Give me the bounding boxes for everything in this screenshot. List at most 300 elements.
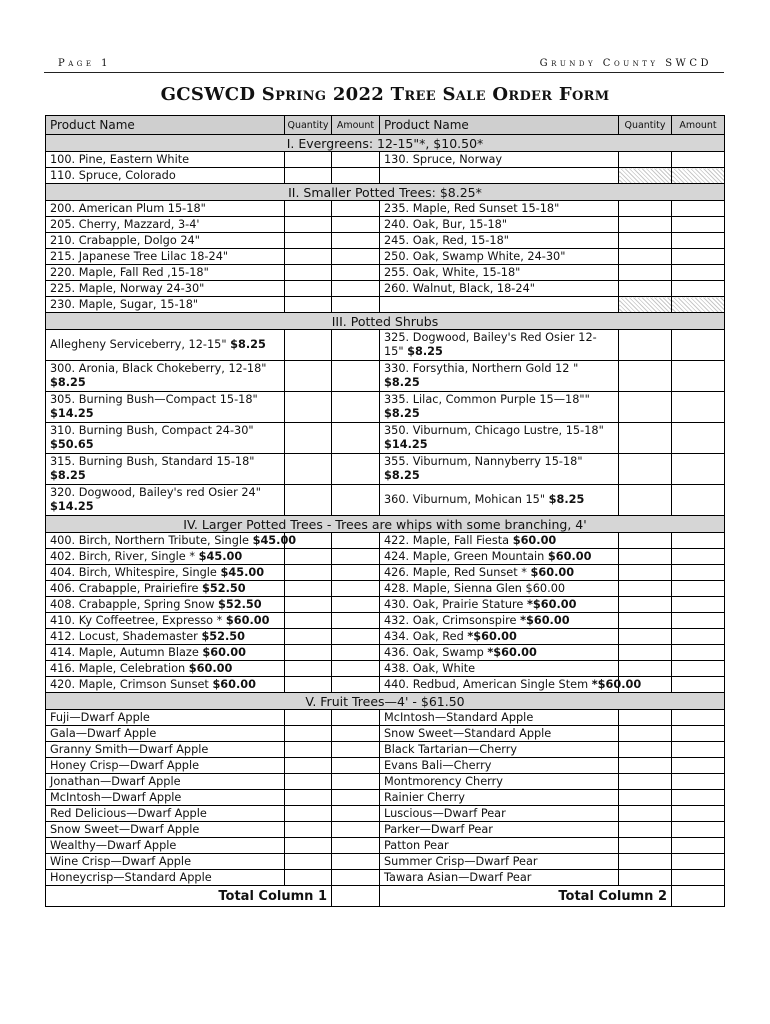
table-row — [46, 297, 725, 313]
amount-input — [672, 168, 725, 184]
product-name — [46, 645, 285, 661]
product-name — [46, 838, 285, 854]
quantity-input[interactable] — [285, 742, 332, 758]
amount-input[interactable] — [332, 201, 380, 217]
product-label: 245. Oak, Red, 15-18" — [384, 234, 509, 247]
product-name — [46, 870, 285, 886]
amount-input[interactable] — [332, 330, 380, 361]
quantity-input[interactable] — [619, 201, 672, 217]
table-row — [46, 838, 725, 854]
amount-input[interactable] — [672, 249, 725, 265]
product-price: *$60.00 — [487, 646, 537, 659]
quantity-input[interactable] — [619, 758, 672, 774]
product-price: *$60.00 — [526, 598, 577, 611]
product-price: $45.00 — [220, 566, 265, 579]
amount-input[interactable] — [672, 533, 725, 549]
amount-input[interactable] — [332, 742, 380, 758]
product-label: 215. Japanese Tree Lilac 18-24" — [50, 250, 229, 263]
product-name — [380, 549, 619, 565]
table-row — [46, 661, 725, 677]
product-label: Jonathan—Dwarf Apple — [50, 775, 181, 788]
quantity-input[interactable] — [285, 217, 332, 233]
product-label: Granny Smith—Dwarf Apple — [50, 743, 209, 756]
quantity-input[interactable] — [285, 454, 332, 485]
amount-input[interactable] — [672, 854, 725, 870]
table-row — [46, 726, 725, 742]
amount-input[interactable] — [672, 710, 725, 726]
product-label: 410. Ky Coffeetree, Expresso * — [50, 614, 223, 627]
product-name — [46, 152, 285, 168]
product-price: $8.25 — [548, 493, 585, 506]
product-label: 220. Maple, Fall Red ,15-18" — [50, 266, 209, 279]
amount-input[interactable] — [332, 485, 380, 516]
quantity-input[interactable] — [285, 758, 332, 774]
amount-input[interactable] — [332, 168, 380, 184]
product-name — [380, 217, 619, 233]
product-label: 412. Locust, Shademaster — [50, 630, 198, 643]
section-header-row — [46, 313, 725, 330]
product-label: 300. Aronia, Black Chokeberry, 12-18" — [50, 362, 267, 375]
quantity-input[interactable] — [619, 726, 672, 742]
quantity-input[interactable] — [619, 533, 672, 549]
product-label: Red Delicious—Dwarf Apple — [50, 807, 207, 820]
quantity-input[interactable] — [285, 790, 332, 806]
amount-input[interactable] — [672, 661, 725, 677]
table-row — [46, 281, 725, 297]
quantity-input[interactable] — [619, 790, 672, 806]
quantity-input[interactable] — [285, 854, 332, 870]
amount-input[interactable] — [672, 423, 725, 454]
product-name — [46, 581, 285, 597]
quantity-input[interactable] — [619, 423, 672, 454]
amount-input[interactable] — [332, 645, 380, 661]
table-row — [46, 201, 725, 217]
product-label: 440. Redbud, American Single Stem — [384, 678, 589, 691]
organization-name: Grundy County SWCD — [539, 58, 712, 69]
quantity-input[interactable] — [285, 613, 332, 629]
amount-input[interactable] — [332, 661, 380, 677]
quantity-input[interactable] — [285, 249, 332, 265]
quantity-input[interactable] — [619, 549, 672, 565]
quantity-input[interactable] — [619, 217, 672, 233]
section-title: I. Evergreens: 12-15"*, $10.50* — [46, 135, 725, 152]
product-name — [46, 629, 285, 645]
quantity-input[interactable] — [619, 629, 672, 645]
product-label: Patton Pear — [384, 839, 449, 852]
product-label: 420. Maple, Crimson Sunset — [50, 678, 209, 691]
section-title: III. Potted Shrubs — [46, 313, 725, 330]
quantity-input[interactable] — [285, 297, 332, 313]
product-label: 235. Maple, Red Sunset 15-18" — [384, 202, 560, 215]
table-row — [46, 581, 725, 597]
page-number: Page 1 — [58, 58, 112, 69]
product-name — [46, 297, 285, 313]
amount-input[interactable] — [672, 838, 725, 854]
product-name — [380, 661, 619, 677]
product-name — [46, 758, 285, 774]
quantity-input[interactable] — [285, 597, 332, 613]
amount-input[interactable] — [332, 710, 380, 726]
product-name — [380, 822, 619, 838]
table-row — [46, 790, 725, 806]
product-name — [46, 217, 285, 233]
total-column-1-label: Total Column 1 — [46, 886, 332, 907]
table-row — [46, 330, 725, 361]
amount-input[interactable] — [332, 870, 380, 886]
quantity-input[interactable] — [619, 565, 672, 581]
product-price: $52.50 — [202, 582, 246, 595]
product-price: $50.65 — [50, 438, 94, 451]
product-name — [46, 710, 285, 726]
product-name-header: Product Name — [46, 116, 285, 135]
product-label: 436. Oak, Swamp — [384, 646, 484, 659]
product-label: 408. Crabapple, Spring Snow — [50, 598, 215, 611]
product-price: $8.25 — [384, 376, 420, 389]
product-label: Fuji—Dwarf Apple — [50, 711, 150, 724]
amount-input[interactable] — [672, 726, 725, 742]
quantity-input[interactable] — [619, 597, 672, 613]
table-row — [46, 265, 725, 281]
product-price: $8.25 — [384, 407, 420, 420]
product-label: Honeycrisp—Standard Apple — [50, 871, 212, 884]
amount-input[interactable] — [332, 281, 380, 297]
product-name — [380, 758, 619, 774]
quantity-input[interactable] — [619, 806, 672, 822]
quantity-input[interactable] — [619, 265, 672, 281]
product-name — [46, 201, 285, 217]
quantity-input[interactable] — [285, 265, 332, 281]
quantity-input[interactable] — [285, 710, 332, 726]
quantity-input[interactable] — [285, 330, 332, 361]
table-row — [46, 645, 725, 661]
product-label: 335. Lilac, Common Purple 15—18"" — [384, 393, 590, 406]
section-header-row — [46, 516, 725, 533]
product-name — [46, 533, 297, 549]
amount-input[interactable] — [672, 392, 725, 423]
amount-input[interactable] — [332, 249, 380, 265]
amount-input[interactable] — [672, 613, 725, 629]
order-form-table — [45, 115, 725, 907]
product-label: 240. Oak, Bur, 15-18" — [384, 218, 508, 231]
product-price: $14.25 — [384, 438, 428, 451]
quantity-input[interactable] — [285, 677, 332, 693]
amount-input[interactable] — [672, 581, 725, 597]
table-row — [46, 629, 725, 645]
amount-input[interactable] — [672, 233, 725, 249]
table-row — [46, 822, 725, 838]
quantity-input[interactable] — [619, 249, 672, 265]
product-label: 330. Forsythia, Northern Gold 12 " — [384, 362, 579, 375]
table-row — [46, 361, 725, 392]
quantity-input[interactable] — [285, 726, 332, 742]
product-name — [380, 726, 619, 742]
product-label: 414. Maple, Autumn Blaze — [50, 646, 199, 659]
product-label: Luscious—Dwarf Pear — [384, 807, 506, 820]
quantity-input[interactable] — [619, 233, 672, 249]
product-label: 424. Maple, Green Mountain — [384, 550, 545, 563]
product-label: Snow Sweet—Dwarf Apple — [50, 823, 200, 836]
amount-input[interactable] — [332, 597, 380, 613]
amount-input[interactable] — [672, 549, 725, 565]
product-name — [380, 613, 619, 629]
amount-input[interactable] — [332, 581, 380, 597]
product-name — [380, 645, 619, 661]
amount-input[interactable] — [332, 629, 380, 645]
quantity-input[interactable] — [619, 661, 672, 677]
quantity-input[interactable] — [285, 152, 332, 168]
amount-input[interactable] — [672, 774, 725, 790]
table-row — [46, 533, 725, 549]
quantity-input[interactable] — [285, 629, 332, 645]
product-name — [380, 581, 619, 597]
quantity-input[interactable] — [285, 870, 332, 886]
product-label: 404. Birch, Whitespire, Single — [50, 566, 217, 579]
product-name — [380, 201, 619, 217]
product-name — [380, 742, 619, 758]
product-price: $60.00 — [212, 678, 257, 691]
quantity-input[interactable] — [619, 710, 672, 726]
quantity-input[interactable] — [619, 361, 672, 392]
product-label: McIntosh—Standard Apple — [384, 711, 534, 724]
product-label: Montmorency Cherry — [384, 775, 503, 788]
amount-input[interactable] — [332, 613, 380, 629]
quantity-input[interactable] — [285, 392, 332, 423]
amount-input[interactable] — [332, 533, 380, 549]
amount-input[interactable] — [672, 265, 725, 281]
table-row — [46, 485, 725, 516]
totals-row — [46, 886, 725, 907]
amount-input[interactable] — [332, 758, 380, 774]
section-header-row — [46, 135, 725, 152]
product-name — [380, 152, 619, 168]
section-title: V. Fruit Trees—4' - $61.50 — [46, 693, 725, 710]
amount-input[interactable] — [672, 217, 725, 233]
quantity-input[interactable] — [619, 774, 672, 790]
product-name — [380, 454, 619, 485]
quantity-input[interactable] — [619, 281, 672, 297]
amount-input[interactable] — [672, 330, 725, 361]
product-label: 438. Oak, White — [384, 662, 476, 675]
product-price: $8.25 — [230, 338, 266, 351]
amount-input[interactable] — [332, 265, 380, 281]
quantity-input[interactable] — [619, 854, 672, 870]
quantity-input[interactable] — [285, 549, 332, 565]
amount-input[interactable] — [332, 774, 380, 790]
quantity-input[interactable] — [285, 485, 332, 516]
table-row — [46, 597, 725, 613]
table-row — [46, 549, 725, 565]
amount-input[interactable] — [332, 454, 380, 485]
quantity-input[interactable] — [285, 645, 332, 661]
product-name — [46, 168, 285, 184]
product-label: 310. Burning Bush, Compact 24-30" — [50, 424, 254, 437]
amount-input[interactable] — [332, 806, 380, 822]
quantity-input[interactable] — [619, 822, 672, 838]
amount-input[interactable] — [672, 485, 725, 516]
table-row — [46, 613, 725, 629]
table-row — [46, 870, 725, 886]
product-price: $8.25 — [50, 376, 86, 389]
amount-input[interactable] — [672, 454, 725, 485]
quantity-input[interactable] — [619, 645, 672, 661]
product-label: 416. Maple, Celebration — [50, 662, 186, 675]
section-title: II. Smaller Potted Trees: $8.25* — [46, 184, 725, 201]
product-label: 255. Oak, White, 15-18" — [384, 266, 521, 279]
amount-input[interactable] — [332, 392, 380, 423]
product-label: 355. Viburnum, Nannyberry 15-18" — [384, 455, 583, 468]
product-name — [380, 710, 619, 726]
page-title: GCSWCD Spring 2022 Tree Sale Order Form — [160, 84, 610, 105]
table-row — [46, 677, 725, 693]
total-column-1-input[interactable] — [332, 886, 380, 907]
product-name — [380, 485, 619, 516]
quantity-input[interactable] — [285, 168, 332, 184]
amount-input[interactable] — [332, 790, 380, 806]
quantity-input[interactable] — [285, 565, 332, 581]
quantity-input[interactable] — [285, 806, 332, 822]
amount-input[interactable] — [672, 870, 725, 886]
quantity-input — [619, 168, 672, 184]
quantity-input[interactable] — [285, 774, 332, 790]
product-name — [380, 677, 642, 693]
product-label: Wealthy—Dwarf Apple — [50, 839, 177, 852]
table-row — [46, 806, 725, 822]
product-name — [380, 854, 619, 870]
amount-input[interactable] — [672, 742, 725, 758]
product-name — [46, 726, 285, 742]
quantity-input[interactable] — [285, 233, 332, 249]
amount-input[interactable] — [672, 565, 725, 581]
product-label: Rainier Cherry — [384, 791, 465, 804]
product-name — [46, 423, 285, 454]
product-label: McIntosh—Dwarf Apple — [50, 791, 182, 804]
quantity-input[interactable] — [619, 152, 672, 168]
product-price: *$60.00 — [591, 678, 642, 691]
amount-input[interactable] — [332, 854, 380, 870]
amount-input[interactable] — [672, 758, 725, 774]
amount-input[interactable] — [332, 838, 380, 854]
amount-input[interactable] — [672, 201, 725, 217]
total-column-2-label: Total Column 2 — [380, 886, 672, 907]
amount-input[interactable] — [332, 677, 380, 693]
product-label: 430. Oak, Prairie Stature — [384, 598, 524, 611]
quantity-input[interactable] — [285, 822, 332, 838]
quantity-input[interactable] — [619, 870, 672, 886]
amount-input[interactable] — [672, 281, 725, 297]
quantity-input[interactable] — [619, 742, 672, 758]
product-price: $14.25 — [50, 407, 94, 420]
quantity-input[interactable] — [285, 201, 332, 217]
amount-input[interactable] — [672, 822, 725, 838]
product-label: Gala—Dwarf Apple — [50, 727, 157, 740]
product-name — [380, 281, 619, 297]
product-name — [46, 361, 285, 392]
quantity-input[interactable] — [285, 581, 332, 597]
amount-input[interactable] — [672, 152, 725, 168]
quantity-input[interactable] — [285, 361, 332, 392]
quantity-input[interactable] — [619, 330, 672, 361]
product-label: 225. Maple, Norway 24-30" — [50, 282, 205, 295]
quantity-input[interactable] — [619, 581, 672, 597]
amount-input[interactable] — [332, 423, 380, 454]
quantity-header: Quantity — [285, 116, 332, 135]
amount-input[interactable] — [332, 233, 380, 249]
product-label: 315. Burning Bush, Standard 15-18" — [50, 455, 255, 468]
quantity-input[interactable] — [285, 423, 332, 454]
amount-input[interactable] — [332, 565, 380, 581]
product-name — [380, 565, 619, 581]
product-label: Wine Crisp—Dwarf Apple — [50, 855, 192, 868]
quantity-input[interactable] — [285, 838, 332, 854]
total-column-2-input[interactable] — [672, 886, 725, 907]
table-row — [46, 710, 725, 726]
amount-input[interactable] — [672, 790, 725, 806]
quantity-input[interactable] — [285, 661, 332, 677]
quantity-input[interactable] — [619, 613, 672, 629]
amount-header: Amount — [672, 116, 725, 135]
product-name — [46, 265, 285, 281]
product-price: *$60.00 — [520, 614, 570, 627]
product-label: 305. Burning Bush—Compact 15-18" — [50, 393, 258, 406]
amount-input[interactable] — [672, 361, 725, 392]
product-label: 400. Birch, Northern Tribute, Single — [50, 534, 249, 547]
quantity-input[interactable] — [285, 281, 332, 297]
product-name — [46, 597, 285, 613]
product-label: 100. Pine, Eastern White — [50, 153, 190, 166]
product-price: $14.25 — [50, 500, 94, 513]
amount-input[interactable] — [672, 806, 725, 822]
product-name — [46, 233, 285, 249]
amount-input[interactable] — [672, 629, 725, 645]
amount-input[interactable] — [332, 361, 380, 392]
table-row — [46, 249, 725, 265]
amount-input[interactable] — [332, 297, 380, 313]
product-label: Summer Crisp—Dwarf Pear — [384, 855, 538, 868]
product-name — [380, 629, 619, 645]
product-price: $45.00 — [252, 534, 297, 547]
product-label: 402. Birch, River, Single * — [50, 550, 196, 563]
quantity-input[interactable] — [619, 838, 672, 854]
amount-input[interactable] — [332, 726, 380, 742]
quantity-input[interactable] — [619, 454, 672, 485]
header-rule — [44, 72, 724, 73]
amount-input[interactable] — [672, 677, 725, 693]
product-label: 130. Spruce, Norway — [384, 153, 503, 166]
amount-input[interactable] — [332, 152, 380, 168]
quantity-input[interactable] — [619, 392, 672, 423]
product-label: Black Tartarian—Cherry — [384, 743, 518, 756]
amount-input[interactable] — [332, 217, 380, 233]
product-name — [380, 297, 619, 313]
product-name — [46, 330, 285, 361]
product-price: $60.00 — [547, 550, 592, 563]
table-row — [46, 152, 725, 168]
amount-input[interactable] — [332, 549, 380, 565]
amount-input[interactable] — [672, 645, 725, 661]
quantity-input — [619, 297, 672, 313]
product-label: Evans Bali—Cherry — [384, 759, 492, 772]
product-name — [46, 549, 285, 565]
product-label: 432. Oak, Crimsonspire — [384, 614, 517, 627]
product-price: $45.00 — [198, 550, 243, 563]
amount-input[interactable] — [332, 822, 380, 838]
amount-input[interactable] — [672, 597, 725, 613]
quantity-input[interactable] — [619, 485, 672, 516]
product-name-header: Product Name — [380, 116, 619, 135]
amount-input — [672, 297, 725, 313]
product-name — [46, 565, 285, 581]
product-label: 200. American Plum 15-18" — [50, 202, 206, 215]
